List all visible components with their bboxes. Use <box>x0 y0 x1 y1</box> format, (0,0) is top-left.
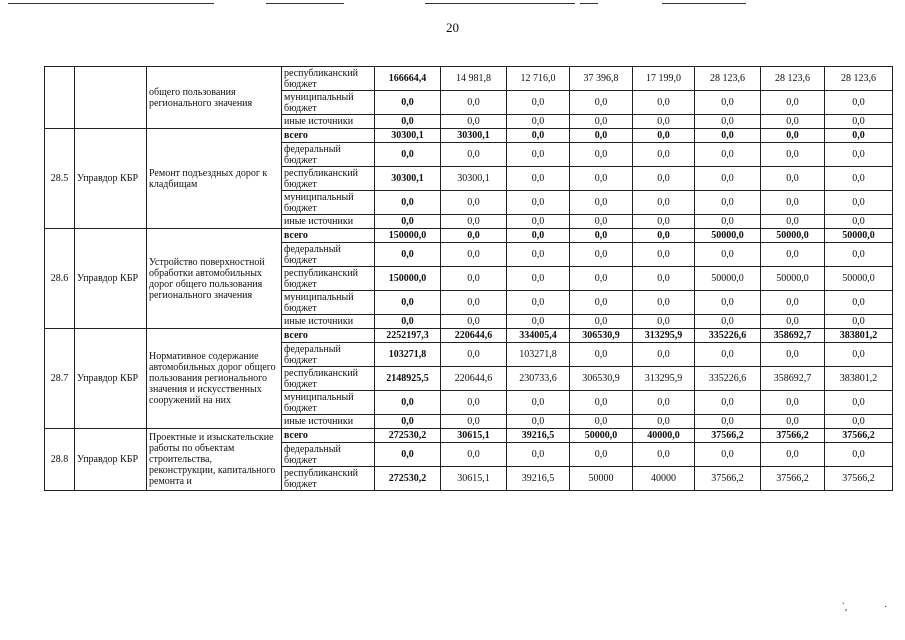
year-amount: 0,0 <box>825 191 893 215</box>
year-amount: 220644,6 <box>441 367 507 391</box>
year-amount: 0,0 <box>633 129 695 143</box>
year-amount: 0,0 <box>695 167 761 191</box>
header-rule-1 <box>8 3 214 4</box>
total-amount: 0,0 <box>375 315 441 329</box>
year-amount: 50000,0 <box>825 229 893 243</box>
year-amount: 0,0 <box>570 167 633 191</box>
year-amount: 0,0 <box>695 91 761 115</box>
funding-source: республиканский бюджет <box>282 467 375 491</box>
row-number <box>45 67 75 129</box>
year-amount: 0,0 <box>695 129 761 143</box>
year-amount: 17 199,0 <box>633 67 695 91</box>
funding-source: республиканский бюджет <box>282 267 375 291</box>
executor-cell: Управдор КБР <box>75 329 147 429</box>
year-amount: 0,0 <box>633 143 695 167</box>
activity-description: Проектные и изыскательские работы по объектам строительства, реконструкции, капитального ремонта и <box>147 429 282 491</box>
total-amount: 0,0 <box>375 115 441 129</box>
total-amount: 150000,0 <box>375 267 441 291</box>
total-amount: 2252197,3 <box>375 329 441 343</box>
year-amount: 0,0 <box>761 167 825 191</box>
executor-cell <box>75 67 147 129</box>
year-amount: 0,0 <box>825 91 893 115</box>
year-amount: 0,0 <box>695 415 761 429</box>
year-amount: 334005,4 <box>507 329 570 343</box>
year-amount: 39216,5 <box>507 429 570 443</box>
year-amount: 0,0 <box>695 443 761 467</box>
year-amount: 358692,7 <box>761 329 825 343</box>
header-rule-3 <box>425 3 575 4</box>
table-row <box>45 329 893 343</box>
year-amount: 0,0 <box>633 343 695 367</box>
funding-source: всего <box>282 129 375 143</box>
year-amount: 306530,9 <box>570 329 633 343</box>
funding-source: федеральный бюджет <box>282 343 375 367</box>
year-amount: 0,0 <box>441 443 507 467</box>
year-amount: 0,0 <box>633 415 695 429</box>
year-amount: 0,0 <box>507 91 570 115</box>
year-amount: 0,0 <box>761 143 825 167</box>
year-amount: 220644,6 <box>441 329 507 343</box>
year-amount: 0,0 <box>825 115 893 129</box>
funding-source: всего <box>282 429 375 443</box>
year-amount: 0,0 <box>633 167 695 191</box>
year-amount: 0,0 <box>761 443 825 467</box>
total-amount: 2148925,5 <box>375 367 441 391</box>
total-amount: 0,0 <box>375 291 441 315</box>
year-amount: 50000,0 <box>695 267 761 291</box>
year-amount: 37566,2 <box>825 467 893 491</box>
year-amount: 0,0 <box>441 115 507 129</box>
funding-source: федеральный бюджет <box>282 443 375 467</box>
header-rule-4 <box>580 3 598 4</box>
year-amount: 0,0 <box>825 343 893 367</box>
year-amount: 0,0 <box>633 115 695 129</box>
year-amount: 0,0 <box>633 391 695 415</box>
year-amount: 0,0 <box>695 343 761 367</box>
total-amount: 150000,0 <box>375 229 441 243</box>
year-amount: 0,0 <box>507 315 570 329</box>
year-amount: 37566,2 <box>761 429 825 443</box>
year-amount: 50000,0 <box>761 267 825 291</box>
year-amount: 0,0 <box>633 229 695 243</box>
funding-source: иные источники <box>282 415 375 429</box>
year-amount: 40000 <box>633 467 695 491</box>
year-amount: 0,0 <box>761 243 825 267</box>
year-amount: 0,0 <box>507 443 570 467</box>
year-amount: 30615,1 <box>441 467 507 491</box>
funding-source: республиканский бюджет <box>282 167 375 191</box>
year-amount: 0,0 <box>570 415 633 429</box>
year-amount: 0,0 <box>507 243 570 267</box>
year-amount: 0,0 <box>633 215 695 229</box>
row-number: 28.8 <box>45 429 75 491</box>
year-amount: 383801,2 <box>825 329 893 343</box>
funding-source: муниципальный бюджет <box>282 291 375 315</box>
total-amount: 0,0 <box>375 391 441 415</box>
executor-cell: Управдор КБР <box>75 229 147 329</box>
year-amount: 0,0 <box>825 129 893 143</box>
funding-source: республиканский бюджет <box>282 67 375 91</box>
corner-mark-1: ‵‚ <box>842 602 848 613</box>
table-row <box>45 67 893 91</box>
budget-table <box>44 66 893 491</box>
year-amount: 0,0 <box>507 391 570 415</box>
year-amount: 30615,1 <box>441 429 507 443</box>
corner-mark-2: · <box>884 602 888 613</box>
year-amount: 313295,9 <box>633 367 695 391</box>
funding-source: всего <box>282 329 375 343</box>
activity-description: Устройство поверхностной обработки автомобильных дорог общего пользования регионального значения <box>147 229 282 329</box>
total-amount: 0,0 <box>375 91 441 115</box>
year-amount: 0,0 <box>761 343 825 367</box>
year-amount: 50000,0 <box>570 429 633 443</box>
year-amount: 37566,2 <box>695 429 761 443</box>
year-amount: 0,0 <box>507 291 570 315</box>
year-amount: 40000,0 <box>633 429 695 443</box>
total-amount: 0,0 <box>375 243 441 267</box>
year-amount: 0,0 <box>570 267 633 291</box>
year-amount: 335226,6 <box>695 367 761 391</box>
year-amount: 0,0 <box>441 267 507 291</box>
funding-source: муниципальный бюджет <box>282 391 375 415</box>
funding-source: иные источники <box>282 315 375 329</box>
year-amount: 0,0 <box>761 215 825 229</box>
row-number: 28.7 <box>45 329 75 429</box>
year-amount: 358692,7 <box>761 367 825 391</box>
year-amount: 0,0 <box>633 315 695 329</box>
year-amount: 0,0 <box>761 391 825 415</box>
year-amount: 0,0 <box>761 291 825 315</box>
total-amount: 103271,8 <box>375 343 441 367</box>
year-amount: 230733,6 <box>507 367 570 391</box>
year-amount: 0,0 <box>570 91 633 115</box>
year-amount: 30300,1 <box>441 129 507 143</box>
year-amount: 0,0 <box>825 291 893 315</box>
table-body <box>45 67 893 491</box>
year-amount: 0,0 <box>441 291 507 315</box>
year-amount: 0,0 <box>695 143 761 167</box>
table-row <box>45 229 893 243</box>
year-amount: 14 981,8 <box>441 67 507 91</box>
executor-cell: Управдор КБР <box>75 129 147 229</box>
year-amount: 28 123,6 <box>761 67 825 91</box>
year-amount: 0,0 <box>570 115 633 129</box>
year-amount: 0,0 <box>441 91 507 115</box>
table-row <box>45 129 893 143</box>
year-amount: 0,0 <box>825 215 893 229</box>
total-amount: 30300,1 <box>375 129 441 143</box>
year-amount: 0,0 <box>570 315 633 329</box>
total-amount: 272530,2 <box>375 429 441 443</box>
year-amount: 0,0 <box>570 143 633 167</box>
year-amount: 0,0 <box>761 191 825 215</box>
year-amount: 0,0 <box>761 129 825 143</box>
table-row <box>45 429 893 443</box>
year-amount: 0,0 <box>441 215 507 229</box>
year-amount: 306530,9 <box>570 367 633 391</box>
year-amount: 0,0 <box>507 229 570 243</box>
year-amount: 50000,0 <box>761 229 825 243</box>
row-number: 28.5 <box>45 129 75 229</box>
year-amount: 28 123,6 <box>695 67 761 91</box>
year-amount: 335226,6 <box>695 329 761 343</box>
total-amount: 166664,4 <box>375 67 441 91</box>
funding-source: республиканский бюджет <box>282 367 375 391</box>
year-amount: 0,0 <box>570 129 633 143</box>
year-amount: 12 716,0 <box>507 67 570 91</box>
year-amount: 0,0 <box>633 191 695 215</box>
year-amount: 0,0 <box>441 243 507 267</box>
activity-description: Ремонт подъездных дорог к кладбищам <box>147 129 282 229</box>
year-amount: 0,0 <box>825 391 893 415</box>
year-amount: 0,0 <box>507 143 570 167</box>
funding-source: всего <box>282 229 375 243</box>
year-amount: 0,0 <box>570 343 633 367</box>
year-amount: 383801,2 <box>825 367 893 391</box>
year-amount: 0,0 <box>441 229 507 243</box>
year-amount: 0,0 <box>441 415 507 429</box>
year-amount: 0,0 <box>633 291 695 315</box>
funding-source: иные источники <box>282 215 375 229</box>
year-amount: 0,0 <box>695 391 761 415</box>
year-amount: 0,0 <box>633 243 695 267</box>
year-amount: 30300,1 <box>441 167 507 191</box>
year-amount: 0,0 <box>825 143 893 167</box>
year-amount: 0,0 <box>695 191 761 215</box>
year-amount: 50000,0 <box>825 267 893 291</box>
funding-source: муниципальный бюджет <box>282 91 375 115</box>
header-rule-2 <box>266 3 344 4</box>
year-amount: 0,0 <box>570 243 633 267</box>
year-amount: 0,0 <box>695 215 761 229</box>
year-amount: 0,0 <box>633 91 695 115</box>
year-amount: 0,0 <box>825 315 893 329</box>
total-amount: 0,0 <box>375 415 441 429</box>
year-amount: 37 396,8 <box>570 67 633 91</box>
year-amount: 0,0 <box>695 315 761 329</box>
total-amount: 0,0 <box>375 443 441 467</box>
funding-source: иные источники <box>282 115 375 129</box>
year-amount: 0,0 <box>507 267 570 291</box>
funding-source: муниципальный бюджет <box>282 191 375 215</box>
year-amount: 50000 <box>570 467 633 491</box>
year-amount: 37566,2 <box>825 429 893 443</box>
year-amount: 0,0 <box>761 415 825 429</box>
year-amount: 0,0 <box>825 443 893 467</box>
year-amount: 0,0 <box>570 215 633 229</box>
year-amount: 313295,9 <box>633 329 695 343</box>
year-amount: 0,0 <box>570 191 633 215</box>
activity-description: Нормативное содержание автомобильных дорог общего пользования регионального значения и искусственных сооружений на них <box>147 329 282 429</box>
year-amount: 50000,0 <box>695 229 761 243</box>
year-amount: 37566,2 <box>695 467 761 491</box>
total-amount: 272530,2 <box>375 467 441 491</box>
header-rule-5 <box>662 3 746 4</box>
year-amount: 0,0 <box>761 115 825 129</box>
total-amount: 0,0 <box>375 191 441 215</box>
year-amount: 0,0 <box>570 443 633 467</box>
year-amount: 0,0 <box>441 315 507 329</box>
year-amount: 103271,8 <box>507 343 570 367</box>
year-amount: 39216,5 <box>507 467 570 491</box>
year-amount: 0,0 <box>570 229 633 243</box>
funding-source: федеральный бюджет <box>282 143 375 167</box>
funding-source: федеральный бюджет <box>282 243 375 267</box>
activity-description: общего пользования регионального значения <box>147 67 282 129</box>
year-amount: 0,0 <box>507 129 570 143</box>
year-amount: 0,0 <box>441 143 507 167</box>
year-amount: 28 123,6 <box>825 67 893 91</box>
year-amount: 0,0 <box>825 243 893 267</box>
year-amount: 0,0 <box>507 115 570 129</box>
executor-cell: Управдор КБР <box>75 429 147 491</box>
year-amount: 0,0 <box>441 343 507 367</box>
year-amount: 0,0 <box>695 291 761 315</box>
year-amount: 0,0 <box>441 391 507 415</box>
total-amount: 30300,1 <box>375 167 441 191</box>
year-amount: 0,0 <box>441 191 507 215</box>
year-amount: 0,0 <box>507 191 570 215</box>
year-amount: 0,0 <box>633 267 695 291</box>
total-amount: 0,0 <box>375 143 441 167</box>
year-amount: 0,0 <box>507 415 570 429</box>
total-amount: 0,0 <box>375 215 441 229</box>
year-amount: 0,0 <box>633 443 695 467</box>
year-amount: 0,0 <box>825 167 893 191</box>
row-number: 28.6 <box>45 229 75 329</box>
year-amount: 0,0 <box>761 91 825 115</box>
year-amount: 0,0 <box>507 167 570 191</box>
year-amount: 0,0 <box>570 391 633 415</box>
year-amount: 0,0 <box>507 215 570 229</box>
year-amount: 0,0 <box>825 415 893 429</box>
year-amount: 0,0 <box>695 115 761 129</box>
page-number: 20 <box>446 20 459 35</box>
year-amount: 0,0 <box>695 243 761 267</box>
year-amount: 0,0 <box>570 291 633 315</box>
year-amount: 0,0 <box>761 315 825 329</box>
year-amount: 37566,2 <box>761 467 825 491</box>
